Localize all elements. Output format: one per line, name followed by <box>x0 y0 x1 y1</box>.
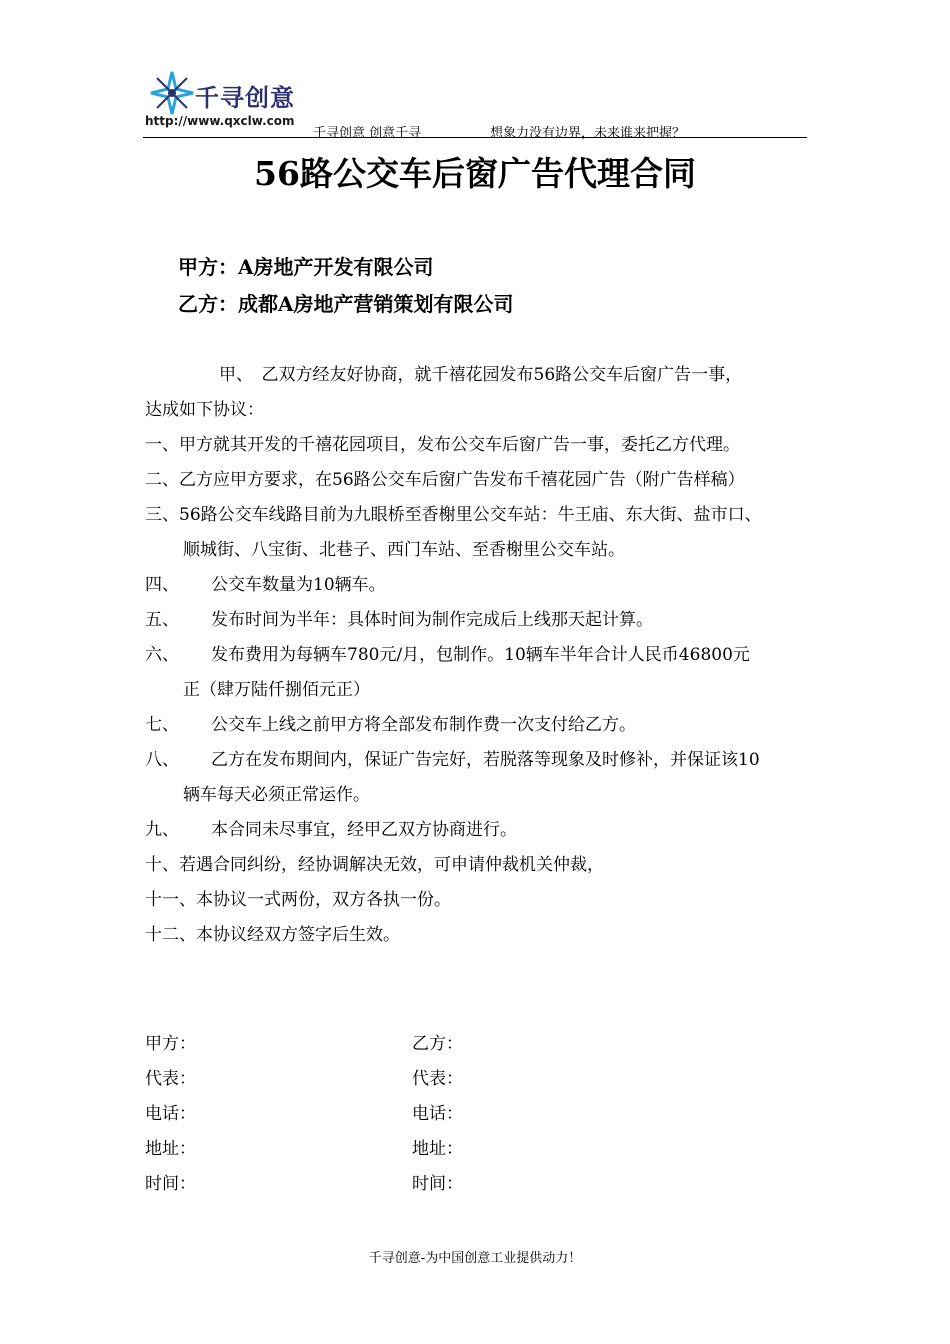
clause-4 <box>145 568 810 603</box>
signature-field-phone: 电话： <box>412 1104 463 1124</box>
clause-number: 十二、 <box>145 925 196 945</box>
clause-number: 七、 <box>145 715 179 735</box>
clause-number: 十、 <box>145 855 179 875</box>
clause-text: 56路公交车线路目前为九眼桥至香榭里公交车站：牛王庙、东大街、盐市口、 <box>179 505 762 525</box>
clause-3-continuation: 顺城街、八宝街、北巷子、西门车站、至香榭里公交车站。 <box>183 540 625 560</box>
clause-number: 二、 <box>145 470 179 490</box>
clause-2 <box>145 463 810 498</box>
page-footer: 千寻创意-为中国创意工业提供动力！ <box>368 1251 582 1266</box>
clause-11 <box>145 883 810 918</box>
page-header <box>143 66 807 140</box>
clause-6-continuation: 正（肆万陆仟捌佰元正） <box>183 680 370 700</box>
header-slogan-right: 想象力没有边界，未来谁来把握？ <box>490 126 686 141</box>
clause-number: 八、 <box>145 750 179 770</box>
clause-number: 九、 <box>145 820 179 840</box>
signature-field-date: 时间： <box>412 1174 463 1194</box>
contract-body <box>145 358 810 953</box>
clause-number: 四、 <box>145 575 179 595</box>
clause-7 <box>145 708 810 743</box>
clause-text: 公交车数量为10辆车。 <box>211 575 386 595</box>
clause-text: 发布时间为半年：具体时间为制作完成后上线那天起计算。 <box>211 610 653 630</box>
clause-3 <box>145 498 810 533</box>
signature-field-party: 甲方： <box>145 1034 196 1054</box>
party-b: 乙方：成都A房地产营销策划有限公司 <box>178 292 514 316</box>
header-slogan-left: 千寻创意 创意千寻 <box>313 126 422 141</box>
header-divider <box>143 137 807 138</box>
logo-star-icon <box>149 70 195 116</box>
signature-field-address: 地址： <box>412 1139 463 1159</box>
clause-text: 公交车上线之前甲方将全部发布制作费一次支付给乙方。 <box>211 715 636 735</box>
signature-field-date: 时间： <box>145 1174 196 1194</box>
clause-6 <box>145 638 810 673</box>
clause-8-continuation: 辆车每天必须正常运作。 <box>183 785 370 805</box>
clause-text: 乙方应甲方要求，在56路公交车后窗广告发布千禧花园广告（附广告样稿） <box>179 470 745 490</box>
clause-1 <box>145 428 810 463</box>
clause-text: 本合同未尽事宜，经甲乙双方协商进行。 <box>211 820 517 840</box>
clause-text: 若遇合同纠纷，经协调解决无效，可申请仲裁机关仲裁， <box>179 855 604 875</box>
signature-field-representative: 代表： <box>412 1069 463 1089</box>
signature-field-party: 乙方： <box>412 1034 463 1054</box>
clause-10 <box>145 848 810 883</box>
logo-text: 千寻创意 <box>195 84 295 112</box>
signature-field-representative: 代表： <box>145 1069 196 1089</box>
party-a: 甲方：A房地产开发有限公司 <box>178 255 434 279</box>
intro-line-1: 甲、 乙双方经友好协商，就千禧花园发布56路公交车后窗广告一事， <box>219 365 743 385</box>
clause-number: 六、 <box>145 645 179 665</box>
clause-text: 本协议一式两份，双方各执一份。 <box>196 890 451 910</box>
clause-number: 十一、 <box>145 890 196 910</box>
clause-number: 一、 <box>145 435 179 455</box>
clause-9 <box>145 813 810 848</box>
signature-field-address: 地址： <box>145 1139 196 1159</box>
signature-field-phone: 电话： <box>145 1104 196 1124</box>
intro-line-2: 达成如下协议： <box>145 400 264 420</box>
signature-block-party-b <box>412 1027 463 1202</box>
document-title: 56路公交车后窗广告代理合同 <box>254 154 696 193</box>
clause-5 <box>145 603 810 638</box>
clause-12 <box>145 918 810 953</box>
logo-url: http://www.qxclw.com <box>145 114 295 128</box>
clause-number: 五、 <box>145 610 179 630</box>
signature-block-party-a <box>145 1027 196 1202</box>
clause-text: 甲方就其开发的千禧花园项目，发布公交车后窗广告一事，委托乙方代理。 <box>179 435 740 455</box>
clause-text: 本协议经双方签字后生效。 <box>196 925 400 945</box>
clause-8 <box>145 743 810 778</box>
clause-text: 乙方在发布期间内，保证广告完好，若脱落等现象及时修补，并保证该10 <box>211 750 760 770</box>
clause-number: 三、 <box>145 505 179 525</box>
clause-text: 发布费用为每辆车780元/月，包制作。10辆车半年合计人民币46800元 <box>211 645 750 665</box>
